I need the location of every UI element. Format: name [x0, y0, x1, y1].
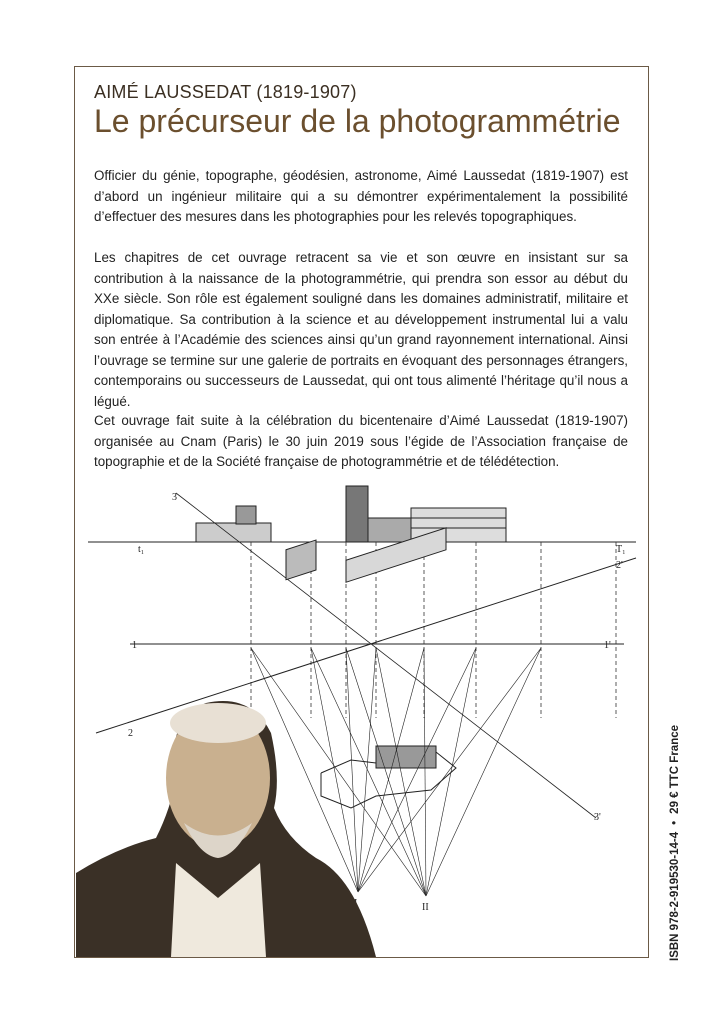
svg-text:2: 2 [128, 728, 133, 739]
svg-text:t₁: t₁ [138, 544, 145, 555]
page-title: Le précurseur de la photogrammétrie [94, 103, 621, 139]
svg-text:1: 1 [132, 640, 137, 651]
svg-text:T₁: T₁ [616, 544, 626, 555]
paragraph-intro: Officier du génie, topographe, géodésien, astronome, Aimé Laussedat (1819-1907) est d’abord un ingénieur militaire qui a su démontrer expérimentalement la possibilité d’effectuer des mesures dans les photographies pour les relevés topographiques. [94, 168, 628, 224]
svg-text:2': 2' [616, 560, 623, 571]
isbn: ISBN 978-2-919530-14-4 [669, 831, 681, 961]
svg-text:1': 1' [604, 640, 611, 651]
svg-text:3': 3' [594, 812, 601, 823]
isbn-price-line [669, 725, 681, 961]
price: 29 € TTC France [669, 724, 681, 814]
panorama-drawing [88, 486, 636, 542]
paragraph-bicentenary: Cet ouvrage fait suite à la célébration du bicentenaire d’Aimé Laussedat (1819-1907) organisée au Cnam (Paris) le 30 juin 2019 sous l’égide de l’Association française de topographie et de la Société française de photogrammétrie et de télédétection. [94, 413, 628, 469]
svg-text:3: 3 [172, 492, 177, 503]
portrait-aime-laussedat [76, 701, 376, 957]
paragraph-chapters: Les chapitres de cet ouvrage retracent sa vie et son œuvre en insistant sur sa contribution à la naissance de la photogrammétrie, qui prendra son essor au début du XXe siècle. Son rôle est également souligné dans les domaines administratif, militaire et diplomatique. Sa contribution à la science et au développement instrumental lui a valu son entrée à l’Académie des sciences ainsi qu’un grand rayonnement international. Ainsi l’ouvrage se termine sur une galerie de portraits en évoquant des personnages étrangers, contemporains ou successeurs de Laussedat, qui ont tous alimenté l’héritage qu’il nous a légué. [94, 250, 628, 409]
subtitle-author: AIMÉ LAUSSEDAT (1819-1907) [94, 82, 357, 102]
separator-dot: • [669, 820, 681, 825]
svg-text:II: II [422, 902, 429, 913]
photogrammetry-illustration [76, 478, 648, 957]
